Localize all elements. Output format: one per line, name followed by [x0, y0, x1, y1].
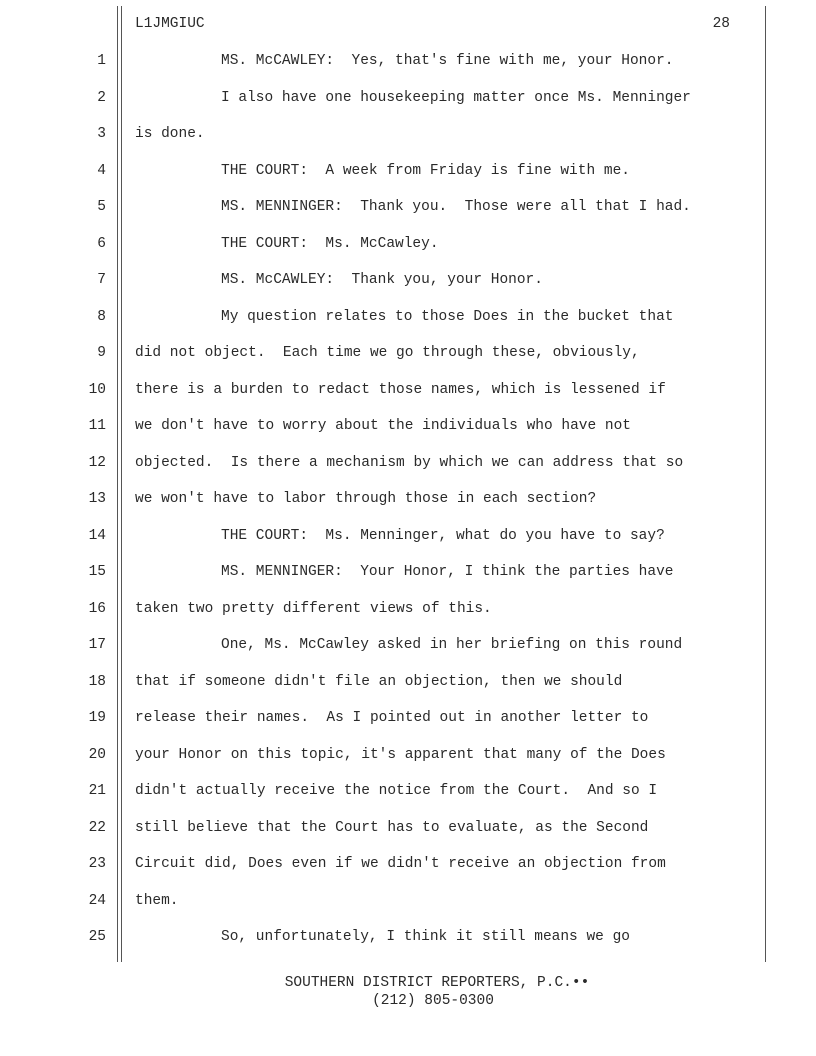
line-text: we don't have to worry about the individuals who have not: [135, 418, 631, 434]
line-number: 19: [88, 710, 106, 726]
line-text: that if someone didn't file an objection, then we should: [135, 673, 623, 690]
transcript-line: [0, 341, 816, 378]
line-text: is done.: [135, 126, 205, 142]
line-number: 17: [88, 637, 106, 653]
transcript-lines: [0, 49, 816, 962]
line-text: My question relates to those Does in the bucket that: [221, 308, 674, 325]
line-number: 20: [88, 746, 106, 763]
line-number: 2: [97, 89, 106, 106]
transcript-line: [0, 706, 816, 743]
line-number: 1: [97, 53, 106, 69]
line-text: didn't actually receive the notice from the Court. And so I: [135, 783, 658, 799]
page-header: [135, 14, 730, 34]
line-number: 25: [88, 929, 106, 945]
transcript-line: [0, 268, 816, 305]
line-number: 4: [97, 162, 106, 179]
transcript-line: [0, 378, 816, 415]
line-text: there is a burden to redact those names, which is lessened if: [135, 381, 666, 398]
transcript-line: [0, 414, 816, 451]
reporter-phone: (212) 805-0300: [372, 993, 494, 1009]
line-number: 21: [88, 783, 106, 799]
transcript-line: [0, 743, 816, 780]
line-text: One, Ms. McCawley asked in her briefing on this round: [221, 637, 683, 653]
line-text: still believe that the Court has to evaluate, as the Second: [135, 819, 649, 836]
line-number: 8: [97, 308, 106, 325]
transcript-line: [0, 86, 816, 123]
line-number: 16: [88, 600, 106, 617]
line-text: your Honor on this topic, it's apparent that many of the Does: [135, 746, 666, 763]
line-text: MS. MENNINGER: Your Honor, I think the parties have: [221, 564, 674, 580]
line-text: them.: [135, 892, 179, 909]
transcript-line: [0, 779, 816, 816]
page-footer: [0, 974, 816, 1010]
line-text: MS. McCAWLEY: Yes, that's fine with me, your Honor.: [221, 53, 674, 69]
line-text: MS. McCAWLEY: Thank you, your Honor.: [221, 272, 543, 288]
case-id: L1JMGIUC: [135, 16, 205, 32]
transcript-line: [0, 633, 816, 670]
line-text: THE COURT: Ms. Menninger, what do you have to say?: [221, 527, 665, 544]
reporter-name: SOUTHERN DISTRICT REPORTERS, P.C.••: [284, 975, 590, 991]
line-number: 3: [97, 126, 106, 142]
page-number: 28: [712, 16, 730, 32]
line-text: I also have one housekeeping matter once Ms. Menninger: [221, 89, 691, 106]
transcript-line: [0, 560, 816, 597]
transcript-line: [0, 195, 816, 232]
line-number: 7: [97, 272, 106, 288]
line-text: we won't have to labor through those in each section?: [135, 491, 597, 507]
line-number: 12: [88, 454, 106, 471]
line-number: 11: [88, 418, 106, 434]
transcript-line: [0, 524, 816, 561]
transcript-line: [0, 451, 816, 488]
line-text: objected. Is there a mechanism by which we can address that so: [135, 454, 684, 471]
line-number: 6: [97, 235, 106, 252]
transcript-line: [0, 122, 816, 159]
transcript-line: [0, 159, 816, 196]
line-text: THE COURT: A week from Friday is fine with me.: [221, 162, 630, 179]
line-text: did not object. Each time we go through these, obviously,: [135, 345, 640, 361]
transcript-line: [0, 816, 816, 853]
line-number: 15: [88, 564, 106, 580]
transcript-line: [0, 487, 816, 524]
line-number: 18: [88, 673, 106, 690]
transcript-line: [0, 670, 816, 707]
transcript-line: [0, 305, 816, 342]
line-number: 9: [97, 345, 106, 361]
line-number: 14: [88, 527, 106, 544]
transcript-line: [0, 232, 816, 269]
line-text: Circuit did, Does even if we didn't receive an objection from: [135, 856, 666, 872]
transcript-line: [0, 925, 816, 962]
line-number: 5: [97, 199, 106, 215]
line-number: 13: [88, 491, 106, 507]
line-number: 22: [88, 819, 106, 836]
line-text: So, unfortunately, I think it still means we go: [221, 929, 630, 945]
line-text: release their names. As I pointed out in another letter to: [135, 710, 649, 726]
line-number: 24: [88, 892, 106, 909]
line-number: 23: [88, 856, 106, 872]
line-text: taken two pretty different views of this.: [135, 600, 492, 617]
transcript-line: [0, 597, 816, 634]
transcript-line: [0, 889, 816, 926]
line-text: THE COURT: Ms. McCawley.: [221, 235, 439, 252]
line-number: 10: [88, 381, 106, 398]
line-text: MS. MENNINGER: Thank you. Those were all that I had.: [221, 199, 691, 215]
transcript-line: [0, 852, 816, 889]
transcript-line: [0, 49, 816, 86]
